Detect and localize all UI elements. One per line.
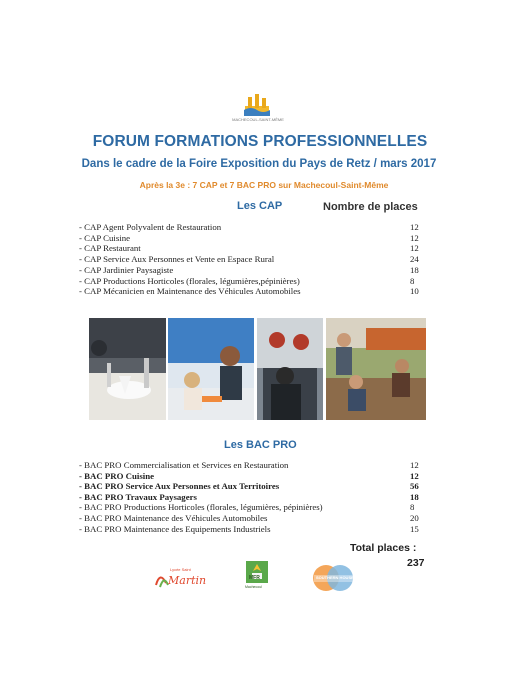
town-logo (244, 94, 270, 116)
lycee-logo (152, 565, 207, 595)
bac-row-places: 20 (410, 513, 419, 523)
bac-row-places: 8 (410, 502, 415, 513)
cap-row-label: - CAP Agent Polyvalent de Restauration (79, 222, 222, 232)
lycee-logo-small: Lycée Saint (170, 567, 191, 572)
bac-row-places: 12 (410, 460, 419, 470)
cap-row-places: 10 (410, 286, 419, 297)
bac-row-places: 12 (410, 470, 419, 481)
cap-row-places: 18 (410, 264, 419, 275)
bac-row-label: - BAC PRO Maintenance des Equipements Industriels (79, 523, 271, 534)
mfr-logo (246, 561, 268, 593)
bac-row-places: 15 (410, 523, 419, 534)
cap-row-label: - CAP Cuisine (79, 232, 130, 243)
lycee-logo-text: Martin (168, 574, 207, 587)
bac-list (79, 460, 429, 540)
page-title: FORUM FORMATIONS PROFESSIONNELLES (92, 133, 428, 150)
bac-row-label: - BAC PRO Cuisine (79, 470, 155, 481)
bac-row-places: 18 (410, 491, 419, 502)
tagline: Après la 3e : 7 CAP et 7 BAC PRO sur Machecoul-Saint-Même (139, 180, 389, 190)
southern-logo (312, 563, 364, 593)
cap-row-places: 12 (410, 243, 419, 254)
town-logo-caption: MACHECOUL-SAINT-MÊME (232, 117, 284, 122)
cap-list (79, 222, 429, 302)
child-care-photo (168, 318, 254, 420)
places-heading: Nombre de places (323, 201, 418, 213)
bac-row-label: - BAC PRO Service Aux Personnes et Aux Territoires (79, 481, 280, 492)
cap-row-label: - CAP Jardinier Paysagiste (79, 264, 174, 275)
cap-heading: Les CAP (237, 200, 283, 212)
mfr-logo-small: Machecoul (245, 585, 262, 589)
bac-row-label: - BAC PRO Travaux Paysagers (79, 491, 197, 502)
cap-row-places: 8 (410, 275, 415, 286)
cap-row-label: - CAP Mécanicien en Maintenance des Véhicules Automobiles (79, 286, 301, 297)
cap-row-places: 24 (410, 254, 419, 265)
bac-heading: Les BAC PRO (224, 439, 297, 451)
bac-row-label: - BAC PRO Maintenance des Véhicules Automobiles (79, 513, 268, 523)
total-label: Total places : (350, 542, 417, 554)
cap-row-label: - CAP Service Aux Personnes et Vente en Espace Rural (79, 254, 275, 265)
landscaping-photo (326, 318, 426, 420)
cap-row-label: - CAP Restaurant (79, 243, 141, 254)
cap-row-label: - CAP Productions Horticoles (florales, légumières,pépinières) (79, 275, 300, 286)
bac-row-label: - BAC PRO Productions Horticoles (florales, légumières, pépinières) (79, 502, 323, 513)
table-setting-photo (89, 318, 166, 420)
mfr-logo-text: MFR (249, 575, 260, 581)
bac-row-label: - BAC PRO Commercialisation et Services en Restauration (79, 460, 289, 470)
page-subtitle: Dans le cadre de la Foire Exposition du Pays de Retz / mars 2017 (81, 158, 437, 170)
southern-logo-text: SOUTHERN HOUSE (316, 575, 354, 580)
cap-row-places: 12 (410, 232, 419, 243)
cap-row-places: 12 (410, 222, 419, 232)
mechanic-photo (257, 318, 323, 420)
bac-row-places: 56 (410, 481, 419, 492)
total-value: 237 (407, 557, 425, 569)
